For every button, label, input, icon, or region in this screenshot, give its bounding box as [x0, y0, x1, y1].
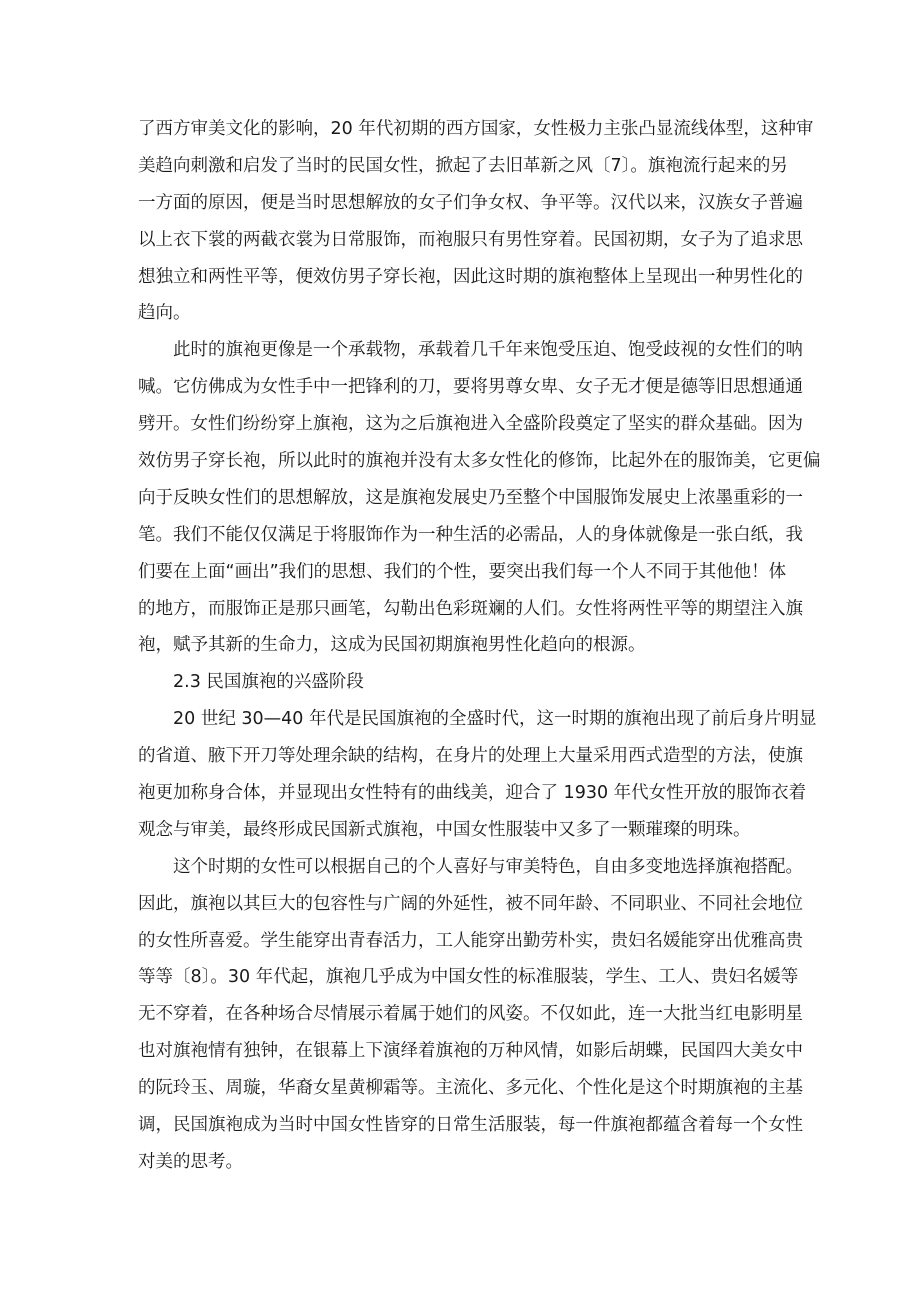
- text-line: 了西方审美文化的影响，20 年代初期的西方国家，女性极力主张凸显流线体型，这种审: [138, 119, 814, 139]
- document-body: [138, 111, 821, 1181]
- text-line: 也对旗袍情有独钟，在银幕上下演绎着旗袍的万种风情，如影后胡蝶，民国四大美女中: [138, 1041, 803, 1062]
- text-line: 效仿男子穿长袍，所以此时的旗袍并没有太多女性化的修饰，比起外在的服饰美，它更偏: [138, 451, 821, 472]
- text-line: 调，民国旗袍成为当时中国女性皆穿的日常生活服装，每一件旗袍都蕴含着每一个女性: [138, 1115, 803, 1136]
- text-line: 以上衣下裳的两截衣裳为日常服饰，而袍服只有男性穿着。民国初期，女子为了追求思: [138, 229, 803, 250]
- text-line: 的阮玲玉、周璇，华裔女星黄柳霜等。主流化、多元化、个性化是这个时期旗袍的主基: [138, 1078, 803, 1099]
- text-line: 的女性所喜爱。学生能穿出青春活力，工人能穿出勤劳朴实，贵妇名媛能穿出优雅高贵: [138, 930, 803, 951]
- section-heading: 2.3 民国旗袍的兴盛阶段: [138, 672, 364, 693]
- text-line: 想独立和两性平等，便效仿男子穿长袍，因此这时期的旗袍整体上呈现出一种男性化的: [138, 266, 803, 287]
- text-line: 这个时期的女性可以根据自己的个人喜好与审美特色，自由多变地选择旗袍搭配。: [138, 856, 803, 877]
- text-line: 对美的思考。: [138, 1151, 243, 1172]
- text-line: 20 世纪 30—40 年代是民国旗袍的全盛时代，这一时期的旗袍出现了前后身片明显: [138, 709, 817, 730]
- text-line: 袍，赋予其新的生命力，这成为民国初期旗袍男性化趋向的根源。: [138, 635, 646, 656]
- text-line: 等等〔8〕。30 年代起，旗袍几乎成为中国女性的标准服装，学生、工人、贵妇名媛等: [138, 967, 799, 988]
- text-line: 喊。它仿佛成为女性手中一把锋利的刀，要将男尊女卑、女子无才便是德等旧思想通通: [138, 377, 803, 398]
- text-line: 向于反映女性们的思想解放，这是旗袍发展史乃至整个中国服饰发展史上浓墨重彩的一: [138, 487, 803, 508]
- text-line: 趋向。: [138, 303, 191, 324]
- text-line: 袍更加称身合体，并显现出女性特有的曲线美，迎合了 1930 年代女性开放的服饰衣着: [138, 783, 807, 804]
- text-line: 的省道、腋下开刀等处理余缺的结构，在身片的处理上大量采用西式造型的方法，使旗: [138, 746, 803, 767]
- text-line: 无不穿着，在各种场合尽情展示着属于她们的风姿。不仅如此，连一大批当红电影明星: [138, 1004, 803, 1025]
- text-line: 因此，旗袍以其巨大的包容性与广阔的外延性，被不同年龄、不同职业、不同社会地位: [138, 893, 803, 914]
- text-line: 们要在上面“画出”我们的思想、我们的个性，要突出我们每一个人不同于其他他！体: [138, 561, 787, 582]
- text-line: 一方面的原因，便是当时思想解放的女子们争女权、争平等。汉代以来，汉族女子普遍: [138, 192, 803, 213]
- text-line: 笔。我们不能仅仅满足于将服饰作为一种生活的必需品，人的身体就像是一张白纸，我: [138, 524, 803, 545]
- text-line: 劈开。女性们纷纷穿上旗袍，这为之后旗袍进入全盛阶段奠定了坚实的群众基础。因为: [138, 414, 803, 435]
- text-line: 观念与审美，最终形成民国新式旗袍，中国女性服装中又多了一颗璀璨的明珠。: [138, 819, 751, 840]
- text-line: 美趋向刺激和启发了当时的民国女性，掀起了去旧革新之风〔7〕。旗袍流行起来的另: [138, 155, 788, 176]
- text-line: 此时的旗袍更像是一个承载物，承载着几千年来饱受压迫、饱受歧视的女性们的呐: [138, 340, 803, 361]
- text-line: 的地方，而服饰正是那只画笔，勾勒出色彩斑斓的人们。女性将两性平等的期望注入旗: [138, 598, 803, 619]
